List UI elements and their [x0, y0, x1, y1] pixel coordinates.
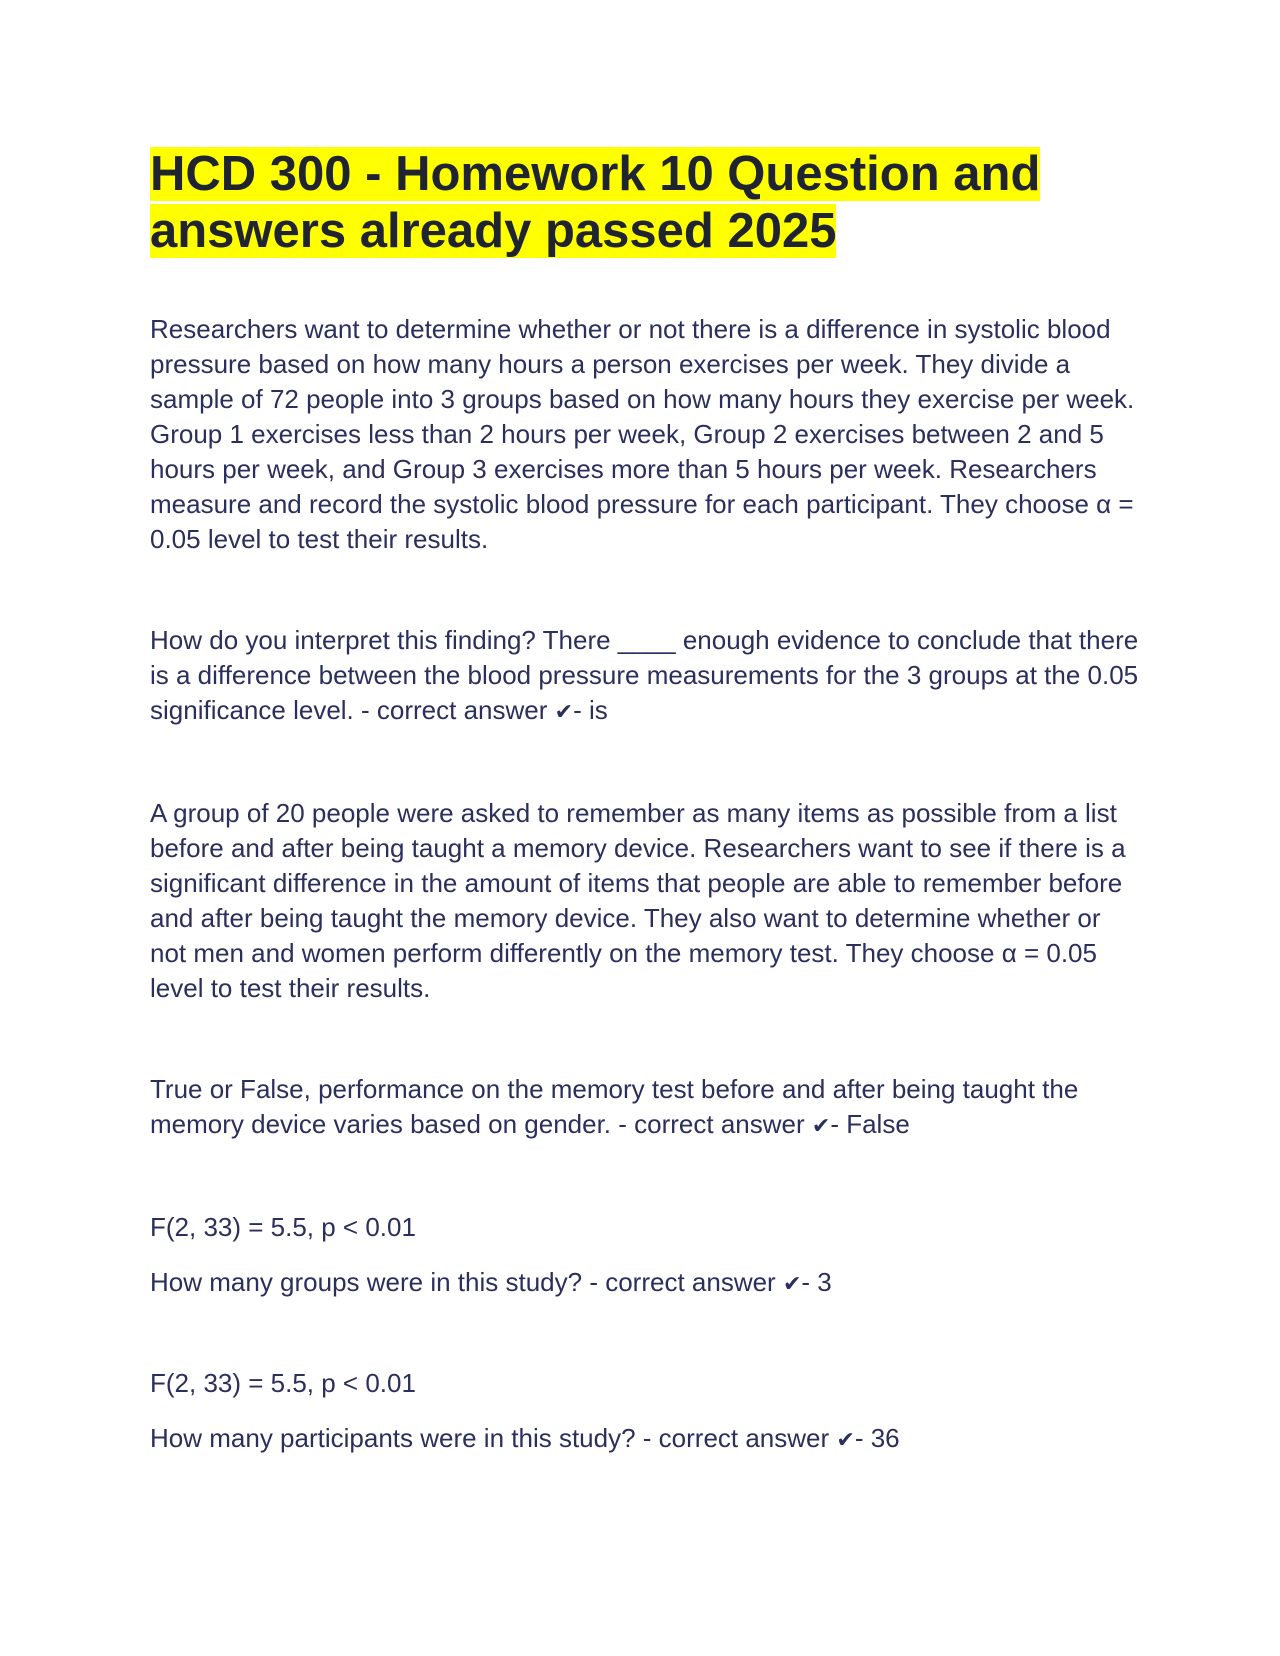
question-groups [150, 1265, 1140, 1302]
answer-value: - is [573, 695, 608, 725]
answer-label: - correct answer [361, 695, 548, 725]
checkmark-icon: ✔ [782, 1272, 802, 1297]
answer-label: - correct answer [618, 1109, 805, 1139]
f-statistic-1: F(2, 33) = 5.5, p < 0.01 [150, 1212, 416, 1242]
answer-value: - False [830, 1109, 910, 1139]
question-participants [150, 1421, 1140, 1458]
f-statistic-2: F(2, 33) = 5.5, p < 0.01 [150, 1368, 416, 1398]
checkmark-icon: ✔ [554, 700, 574, 725]
question-text: How many groups were in this study? [150, 1267, 583, 1297]
passage-blood-pressure: Researchers want to determine whether or not there is a difference in systolic blood pressure based on how many hours a person exercises per week. They divide a sample of 72 people into 3 groups based on how many hours they exercise per week. Group 1 exercises less than 2 hours per week, Group 2 exercises between 2 and 5 hours per week, and Group 3 exercises more than 5 hours per week. Researchers measure and record the systolic blood pressure for each participant. They choose α = 0.05 level to test their results. [150, 314, 1135, 554]
checkmark-icon: ✔ [811, 1114, 831, 1139]
checkmark-icon: ✔ [836, 1428, 855, 1453]
passage-memory-test: A group of 20 people were asked to remember as many items as possible from a list before and after being taught a memory device. Researchers want to see if there is a significant difference in the amount of items that people are able to remember before and after being taught the memory device. They also want to determine whether or not men and women perform differently on the memory test. They choose α = 0.05 level to test their results. [150, 798, 1126, 1003]
answer-label: - correct answer [589, 1267, 776, 1297]
question-true-false [150, 1072, 1140, 1144]
answer-label: - correct answer [642, 1423, 830, 1453]
document-page [150, 146, 1140, 1458]
question-text: How many participants were in this study? [150, 1423, 636, 1453]
answer-value: - 36 [854, 1423, 900, 1453]
title-highlight: HCD 300 - Homework 10 Question and answers already passed 2025 [150, 147, 1041, 258]
answer-value: - 3 [801, 1267, 832, 1297]
question-text: True or False, performance on the memory test before and after being taught the memory device varies based on gender. [150, 1074, 1079, 1139]
question-interpretation [150, 623, 1140, 730]
document-title [150, 146, 1140, 260]
question-text: How do you interpret this finding? There ____ enough evidence to conclude that there is a difference between the blood pressure measurements for the 3 groups at the 0.05 significance level. [150, 625, 1139, 725]
